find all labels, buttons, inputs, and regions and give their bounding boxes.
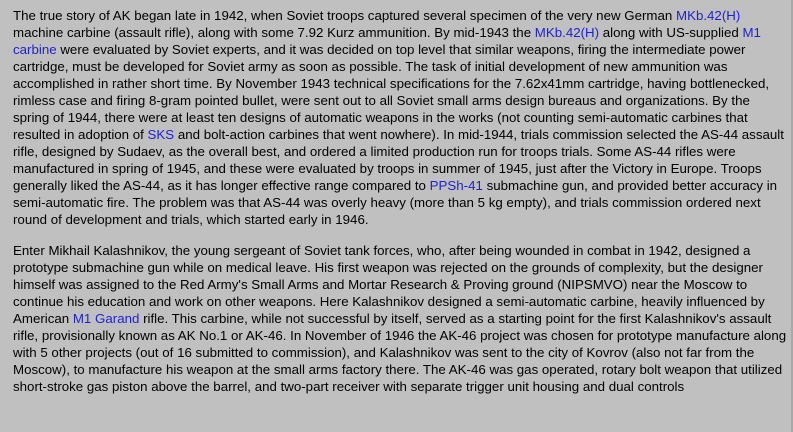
article-body xyxy=(13,7,789,409)
text-run: along with US-supplied xyxy=(599,25,743,40)
text-run: submachine gun, and provided better accuracy in semi-automatic fire. The problem was that AS-44 was overly heavy (more than 5 kg empty), and trials commission ordered next round of development and trials, which started early in 1946. xyxy=(13,178,778,227)
link-mkb42h[interactable]: MKb.42(H) xyxy=(676,8,741,23)
link-m1-carbine[interactable]: M1 carbine xyxy=(13,25,761,57)
paragraph-kalashnikov xyxy=(13,242,789,395)
text-run: rifle. This carbine, while not successful by itself, served as a starting point for the first Kalashnikov's assault rifle, provisionally known as AK No.1 or AK-46. In November of 1946 the AK-46 project was chosen for prototype manufacture along with 5 other projects (out of 16 submitted to commission), and Kalashnikov was sent to the city of Kovrov (also not far from the Moscow), to manufacture his weapon at the small arms factory there. The AK-46 was gas operated, rotary bolt weapon that utilized short-stroke gas piston above the barrel, and two-part receiver with separate trigger unit housing and dual controls xyxy=(13,311,787,394)
text-run: were evaluated by Soviet experts, and it was decided on top level that similar weapons, firing the intermediate power cartridge, must be developed for Soviet army as soon as possible. The task of initial development of new ammunition was accomplished in rather short time. By November 1943 technical specifications for the 7.62x41mm cartridge, having bottlenecked, rimless case and firing 8-gram pointed bullet, were sent out to all Soviet small arms design bureaus and organizations. By the spring of 1944, there were at least ten designs of automatic weapons in the works (not counting semi-automatic carbines that resulted in adoption of xyxy=(13,42,770,142)
text-run: machine carbine (assault rifle), along with some 7.92 Kurz ammunition. By mid-1943 the xyxy=(13,25,535,40)
link-ppsh41[interactable]: PPSh-41 xyxy=(429,178,483,193)
text-run: The true story of AK began late in 1942, when Soviet troops captured several specimen of the very new German xyxy=(13,8,676,23)
link-mkb42h-2[interactable]: MKb.42(H) xyxy=(534,25,600,40)
link-sks[interactable]: SKS xyxy=(147,127,175,142)
link-m1-garand[interactable]: M1 Garand xyxy=(72,311,140,326)
text-run: Enter Mikhail Kalashnikov, the young sergeant of Soviet tank forces, who, after being wounded in combat in 1942, designed a prototype submachine gun while on medical leave. His first weapon was rejected on the grounds of complexity, but the designer himself was assigned to the Red Army's Small Arms and Mortar Research & Proving ground (NIPSMVO) near the Moscow to continue his education and work on other weapons. Here Kalashnikov designed a semi-automatic carbine, heavily influenced by American xyxy=(13,243,765,326)
paragraph-ak-origins xyxy=(13,7,789,228)
text-run: and bolt-action carbines that went nowhere). In mid-1944, trials commission selected the AS-44 assault rifle, designed by Sudaev, as the overall best, and ordered a limited production run for troops trials. Some AS-44 rifles were manufactured in spring of 1945, and these were evaluated by troops in summer of 1945, just after the Victory in Europe. Troops generally liked the AS-44, as it has longer effective range compared to xyxy=(13,127,784,193)
